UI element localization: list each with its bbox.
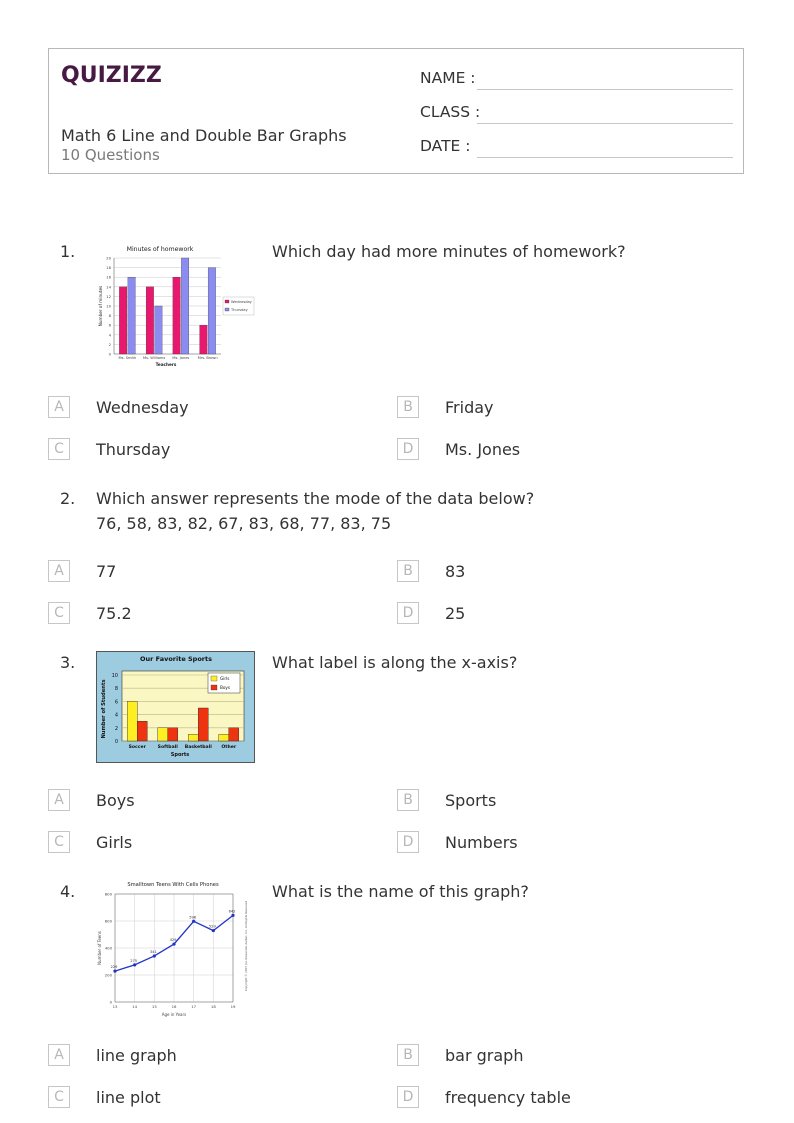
y-tick-label: 4: [114, 712, 118, 719]
x-tick-label: Ms. Smith: [118, 356, 137, 360]
x-tick-label: Basketball: [184, 745, 212, 750]
y-tick-label: 600: [104, 918, 112, 924]
option-b-text[interactable]: 83: [445, 562, 466, 581]
option-a-box[interactable]: A: [48, 560, 70, 582]
name-line[interactable]: [477, 89, 733, 90]
y-tick-label: 20: [106, 255, 111, 261]
data-point: [231, 914, 234, 917]
y-tick-label: 4: [108, 332, 111, 338]
bar-thursday: [128, 277, 136, 354]
homework-bar-chart: [98, 243, 258, 371]
data-point: [172, 942, 175, 945]
option-b-text[interactable]: Friday: [445, 398, 494, 417]
option-b-box[interactable]: B: [397, 396, 419, 418]
legend-swatch: [211, 685, 217, 690]
question-text: What label is along the x-axis?: [272, 653, 518, 672]
x-axis-label: Teachers: [155, 362, 177, 367]
teens-line-chart: [97, 878, 257, 1021]
option-d-text[interactable]: Ms. Jones: [445, 440, 521, 459]
data-label: 598: [189, 915, 197, 920]
bar-wednesday: [200, 325, 208, 354]
x-tick-label: 15: [151, 1004, 157, 1009]
x-tick-label: 14: [132, 1004, 138, 1009]
data-label: 275: [130, 958, 138, 963]
y-axis-label: Number of Students: [101, 679, 107, 739]
option-b-box[interactable]: B: [397, 1044, 419, 1066]
question-number: 2.: [60, 489, 76, 508]
y-tick-label: 16: [106, 274, 111, 280]
option-b-box[interactable]: B: [397, 789, 419, 811]
option-b-text[interactable]: Sports: [445, 791, 497, 810]
bar-girls: [219, 734, 229, 741]
option-d-text[interactable]: frequency table: [445, 1088, 571, 1107]
bar-wednesday: [146, 287, 154, 354]
chart-title: Smalltown Teens With Cells Phones: [127, 882, 219, 888]
option-c-text[interactable]: Girls: [96, 833, 133, 852]
legend-label: Girls: [220, 676, 230, 681]
data-point: [133, 963, 136, 966]
copyright-note: Copyright © 2007 Jon Alexander Aalber, Inc. All Rights Reserved: [244, 900, 248, 992]
option-b-box[interactable]: B: [397, 560, 419, 582]
data-point: [212, 929, 215, 932]
question-number: 4.: [60, 882, 76, 901]
chart-title: Our Favorite Sports: [140, 655, 212, 663]
bar-boys: [198, 708, 208, 741]
option-d-text[interactable]: Numbers: [445, 833, 518, 852]
option-d-box[interactable]: D: [397, 602, 419, 624]
bar-wednesday: [173, 277, 181, 354]
date-line[interactable]: [477, 157, 733, 158]
sports-bar-chart: [96, 651, 255, 763]
option-a-text[interactable]: Boys: [96, 791, 135, 810]
x-axis-label: Sports: [170, 752, 190, 758]
y-tick-label: 0: [114, 739, 118, 745]
bar-girls: [188, 734, 198, 741]
question-number: 3.: [60, 653, 76, 672]
x-tick-label: Soccer: [128, 745, 146, 750]
question-text: Which answer represents the mode of the data below?: [96, 489, 535, 508]
y-axis-label: Number of Teens: [97, 931, 102, 965]
bar-wednesday: [119, 287, 127, 354]
legend-label: Thursday: [231, 308, 248, 312]
class-label: CLASS :: [420, 103, 481, 121]
option-c-text[interactable]: line plot: [96, 1088, 161, 1107]
y-tick-label: 8: [114, 686, 118, 693]
option-b-text[interactable]: bar graph: [445, 1046, 524, 1065]
y-tick-label: 6: [108, 322, 111, 328]
svg-text:QUIZIZZ: QUIZIZZ: [61, 63, 162, 88]
legend-swatch: [225, 300, 229, 303]
option-c-text[interactable]: 75.2: [96, 604, 132, 623]
data-label: 229: [110, 965, 118, 970]
x-tick-label: 19: [230, 1004, 236, 1009]
option-c-box[interactable]: C: [48, 602, 70, 624]
bar-boys: [229, 728, 239, 741]
legend-swatch: [211, 676, 217, 681]
y-tick-label: 18: [106, 265, 111, 271]
data-label: 529: [208, 924, 216, 929]
question-number: 1.: [60, 242, 76, 261]
data-point: [153, 954, 156, 957]
y-tick-label: 200: [104, 972, 112, 978]
y-tick-label: 14: [106, 284, 111, 290]
question-count: 10 Questions: [61, 146, 160, 164]
x-tick-label: Mrs. Brown: [197, 356, 218, 360]
worksheet-header: [48, 48, 744, 174]
y-tick-label: 0: [108, 351, 111, 357]
legend-swatch: [225, 308, 229, 311]
data-label: 642: [228, 909, 236, 914]
y-tick-label: 2: [114, 725, 118, 732]
x-axis-label: Age in Years: [161, 1012, 187, 1017]
x-tick-label: 18: [210, 1004, 216, 1009]
option-c-box[interactable]: C: [48, 831, 70, 853]
y-tick-label: 8: [108, 313, 111, 319]
option-a-box[interactable]: A: [48, 396, 70, 418]
x-tick-label: Ms. Jones: [172, 356, 190, 360]
option-d-text[interactable]: 25: [445, 604, 466, 623]
y-tick-label: 2: [108, 341, 111, 347]
class-line[interactable]: [477, 123, 733, 124]
bar-thursday: [155, 306, 163, 354]
y-tick-label: 800: [104, 891, 112, 897]
option-d-box[interactable]: D: [397, 438, 419, 460]
bar-girls: [158, 728, 168, 741]
x-tick-label: Softball: [157, 745, 178, 750]
option-d-box[interactable]: D: [397, 1086, 419, 1108]
option-a-box[interactable]: A: [48, 1044, 70, 1066]
bar-boys: [168, 728, 178, 741]
data-point: [113, 969, 116, 972]
option-a-text[interactable]: 77: [96, 562, 117, 581]
x-tick-label: 16: [171, 1004, 177, 1009]
quizizz-logo: [61, 61, 162, 88]
bar-thursday: [208, 268, 216, 354]
question-text: Which day had more minutes of homework?: [272, 242, 626, 261]
data-label: 341: [149, 949, 157, 954]
option-a-box[interactable]: A: [48, 789, 70, 811]
option-a-text[interactable]: line graph: [96, 1046, 177, 1065]
bar-boys: [137, 721, 147, 741]
y-tick-label: 12: [106, 293, 111, 299]
name-label: NAME :: [420, 69, 476, 87]
bar-girls: [127, 701, 137, 741]
worksheet-title: Math 6 Line and Double Bar Graphs: [61, 126, 347, 145]
legend-label: Boys: [220, 685, 231, 690]
bar-thursday: [181, 258, 189, 354]
data-point: [192, 920, 195, 923]
y-tick-label: 0: [109, 999, 112, 1005]
question-data: 76, 58, 83, 82, 67, 83, 68, 77, 83, 75: [96, 514, 392, 533]
option-a-text[interactable]: Wednesday: [96, 398, 189, 417]
option-c-box[interactable]: C: [48, 438, 70, 460]
y-tick-label: 10: [111, 673, 118, 679]
x-tick-label: 17: [191, 1004, 197, 1009]
x-tick-label: Ms. Williams: [142, 356, 166, 360]
y-tick-label: 400: [104, 945, 112, 951]
x-tick-label: Other: [221, 745, 237, 750]
y-axis-label: Number of minutes: [98, 285, 103, 327]
chart-title: Minutes of homework: [126, 246, 194, 253]
date-label: DATE :: [420, 137, 471, 155]
question-text: What is the name of this graph?: [272, 882, 529, 901]
y-tick-label: 6: [114, 699, 118, 706]
option-c-text[interactable]: Thursday: [96, 440, 171, 459]
x-tick-label: 13: [112, 1004, 118, 1009]
option-c-box[interactable]: C: [48, 1086, 70, 1108]
option-d-box[interactable]: D: [397, 831, 419, 853]
data-label: 429: [169, 938, 177, 943]
legend-label: Wednesday: [231, 300, 252, 304]
y-tick-label: 10: [106, 303, 111, 309]
